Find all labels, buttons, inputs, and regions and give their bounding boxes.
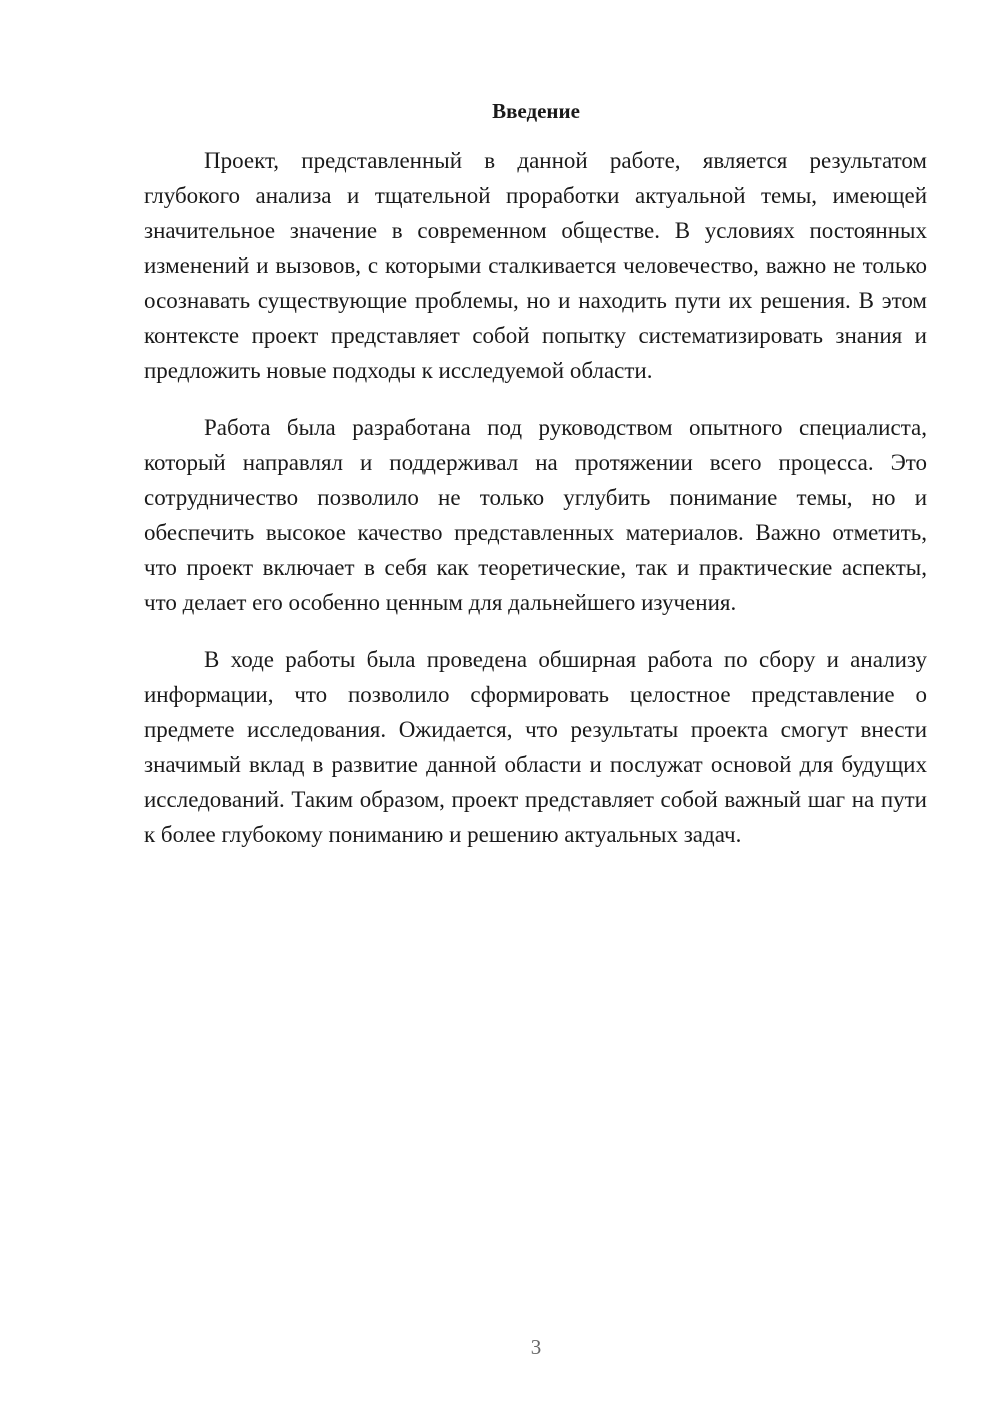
page-number: 3 — [530, 1335, 542, 1359]
paragraph-2: Работа была разработана под руководством опытного специалиста, который направлял и поддерживал на протяжении всего процесса. Это сотрудничество позволило не только углубить понимание темы, но и обеспечить высокое качество представленных материалов. Важно отметить, что проект включает в себя как теоретические, так и практические аспекты, что делает его особенно ценным для дальнейшего изучения. — [144, 415, 927, 615]
paragraph-1: Проект, представленный в данной работе, является результатом глубокого анализа и тщательной проработки актуальной темы, имеющей значительное значение в современном обществе. В условиях постоянных изменений и вызовов, с которыми сталкивается человечество, важно не только осознавать существующие проблемы, но и находить пути их решения. В этом контексте проект представляет собой попытку систематизировать знания и предложить новые подходы к исследуемой области. — [144, 148, 927, 383]
body-text — [144, 143, 927, 874]
paragraph-3: В ходе работы была проведена обширная работа по сбору и анализу информации, что позволило сформировать целостное представление о предмете исследования. Ожидается, что результаты проекта смогут внести значимый вклад в развитие данной области и послужат основой для будущих исследований. Таким образом, проект представляет собой важный шаг на пути к более глубокому пониманию и решению актуальных задач. — [144, 647, 927, 847]
section-heading: Введение — [492, 99, 580, 123]
